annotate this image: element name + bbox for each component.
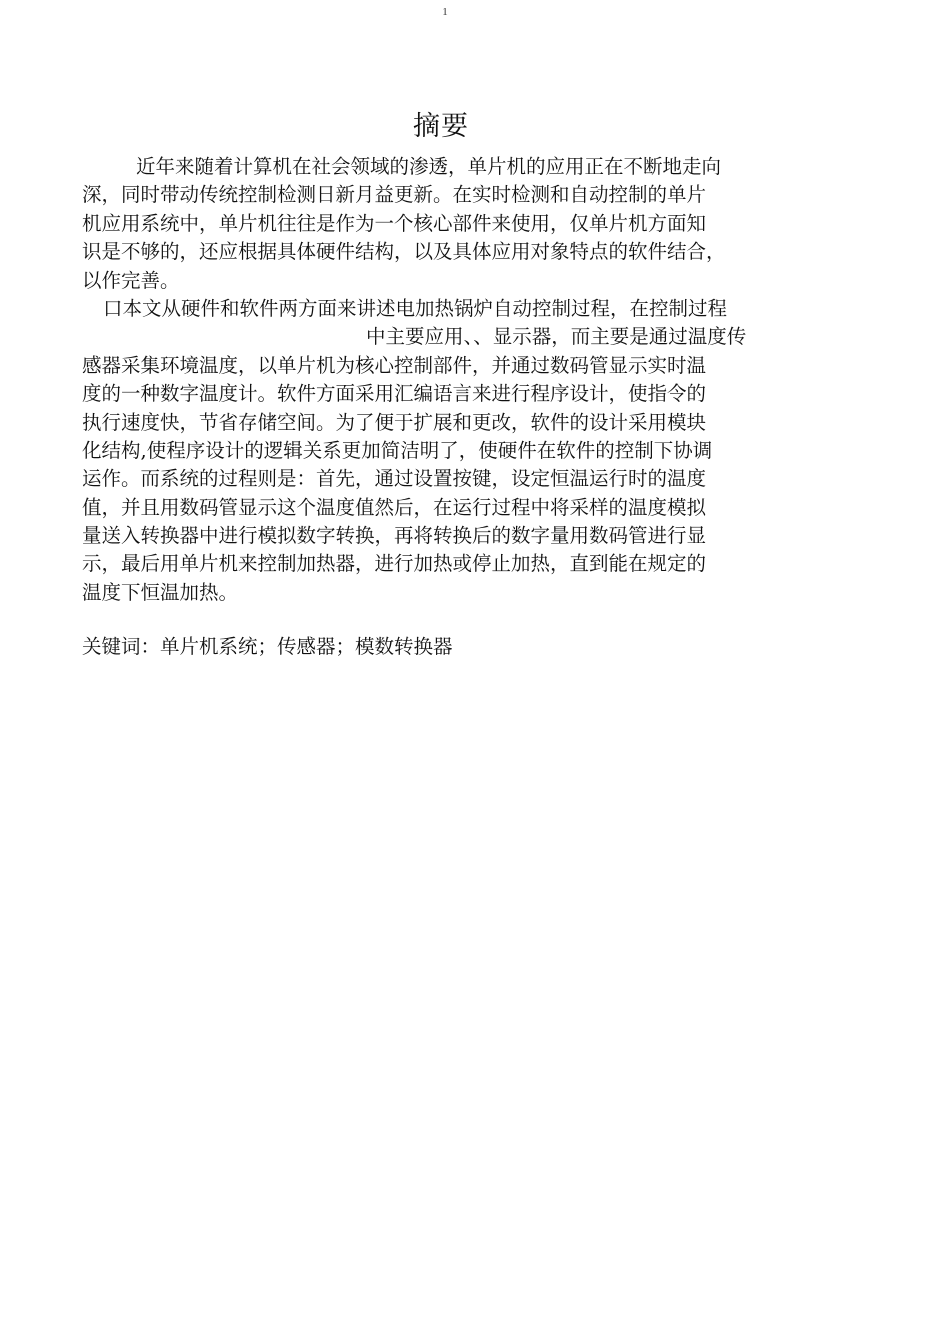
paragraph-line: 深，同时带动传统控制检测日新月益更新。在实时检测和自动控制的单片 <box>82 183 707 207</box>
paragraph-line: 中主要应用、、显示器，而主要是通过温度传 <box>366 325 747 349</box>
paragraph-line: 度的一种数字温度计。软件方面采用汇编语言来进行程序设计，使指令的 <box>82 382 707 406</box>
abstract-paragraph-2 <box>82 295 822 607</box>
abstract-paragraph-1 <box>82 153 822 295</box>
paragraph-line: 感器采集环境温度，以单片机为核心控制部件，并通过数码管显示实时温 <box>82 353 707 377</box>
paragraph-line: 机应用系统中，单片机往往是作为一个核心部件来使用，仅单片机方面知 <box>82 211 707 235</box>
page-number: 1 <box>442 6 448 18</box>
paragraph-line: 化结构,使程序设计的逻辑关系更加简洁明了，使硬件在软件的控制下协调 <box>82 438 713 462</box>
abstract-body <box>82 153 822 607</box>
paragraph-line: 值，并且用数码管显示这个温度值然后，在运行过程中将采样的温度模拟 <box>82 495 707 519</box>
paragraph-line: 近年来随着计算机在社会领域的渗透，单片机的应用正在不断地走向 <box>136 155 722 178</box>
paragraph-line: 温度下恒温加热。 <box>82 580 239 604</box>
paragraph-line: 口本文从硬件和软件两方面来讲述电加热锅炉自动控制过程，在控制过程 <box>103 296 728 320</box>
page-title: 摘要 <box>413 111 469 142</box>
paragraph-line: 以作完善。 <box>82 268 180 292</box>
paragraph-line: 执行速度快，节省存储空间。为了便于扩展和更改，软件的设计采用模块 <box>82 410 707 434</box>
paragraph-line: 示，最后用单片机来控制加热器，进行加热或停止加热，直到能在规定的 <box>82 552 707 576</box>
keywords-line: 关键词：单片机系统；传感器；模数转换器 <box>82 635 453 658</box>
paragraph-line: 识是不够的，还应根据具体硬件结构，以及具体应用对象特点的软件结合， <box>82 240 726 264</box>
paragraph-line: 运作。而系统的过程则是：首先，通过设置按键，设定恒温运行时的温度 <box>82 467 707 491</box>
paragraph-line: 量送入转换器中进行模拟数字转换，再将转换后的数字量用数码管进行显 <box>82 524 707 548</box>
